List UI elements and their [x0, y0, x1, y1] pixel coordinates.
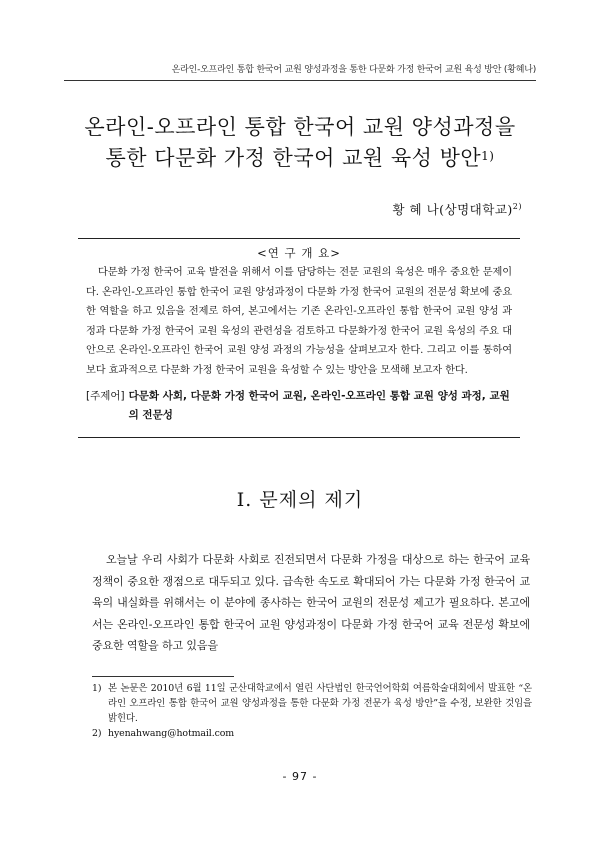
author-name: 황 혜 나(상명대학교) [392, 202, 513, 217]
paper-title-line-2-text: 통한 다문화 가정 한국어 교원 육성 방안 [105, 146, 482, 170]
footnote-1 [92, 681, 532, 726]
footnote-number: 1) [92, 683, 102, 694]
keywords-list: 다문화 사회, 다문화 가정 한국어 교원, 온라인-오프라인 통합 교원 양성 과정, 교원의 전문성 [128, 389, 510, 421]
footnote-number: 2) [92, 728, 102, 739]
author-footnote-mark: 2) [512, 201, 522, 211]
footnote-2 [92, 726, 532, 741]
author-line [392, 200, 522, 218]
footnote-text: 본 논문은 2010년 6월 11일 군산대학교에서 열린 사단법인 한국언어학회 여름학술대회에서 발표한 “온라인 오프라인 통합 한국어 교원 양성과정을 통한 다문화 가정 전문가 육성 방안”을 수정, 보완한 것임을 밝힌다. [108, 683, 532, 724]
paper-title-line-2 [60, 143, 540, 174]
page-number: - 97 - [282, 770, 318, 783]
body-paragraph: 오늘날 우리 사회가 다문화 사회로 진전되면서 다문화 가정을 대상으로 하는 한국어 교육 정책이 중요한 쟁점으로 대두되고 있다. 급속한 속도로 확대되어 가는 다문화 가정 한국어 교육의 내실화를 위해서는 이 분야에 종사하는 한국어 교원의 전문성 제고가 필요하다. 본고에서는 온라인-오프라인 통합 한국어 교원 양성과정이 다문화 가정 한국어 교육 전문성 확보에 중요한 역할을 하고 있음을 [92, 553, 530, 652]
abstract-box [78, 238, 520, 438]
section-heading: I. 문제의 제기 [236, 489, 364, 511]
keywords [86, 387, 512, 425]
running-header: 온라인-오프라인 통합 한국어 교원 양성과정을 통한 다문화 가정 한국어 교원 육성 방안 (황혜나) [171, 65, 536, 75]
footnotes [92, 681, 532, 741]
footnote-email[interactable]: hyenahwang@hotmail.com [108, 728, 235, 739]
title-footnote-mark: 1) [481, 149, 495, 163]
abstract-heading: <연 구 개 요> [257, 246, 341, 260]
paper-title-line-1: 온라인-오프라인 통합 한국어 교원 양성과정을 [84, 115, 516, 139]
paper-title [60, 112, 540, 174]
abstract-body: 다문화 가정 한국어 교육 발전을 위해서 이를 담당하는 전문 교원의 육성은 매우 중요한 문제이다. 온라인-오프라인 통합 한국어 교원 양성과정이 다문화 가정 한국어 교원의 전문성 확보에 중요한 역할을 하고 있음을 전제로 하여, 본고에서는 기존 온라인-오프라인 통합 한국어 교원 양성 과정과 다문화 가정 한국어 교원 육성의 관련성을 검토하고 다문화가정 한국어 교원 육성의 주요 대안으로 온라인-오프라인 한국어 교원 양성 과정의 가능성을 살펴보고자 한다. 그리고 이를 통하여 보다 효과적으로 다문화 가정 한국어 교원을 육성할 수 있는 방안을 모색해 보고자 한다. [86, 267, 512, 376]
header-rule [64, 80, 536, 81]
keywords-label: [주제어] [86, 389, 125, 402]
footnote-rule [92, 676, 234, 677]
